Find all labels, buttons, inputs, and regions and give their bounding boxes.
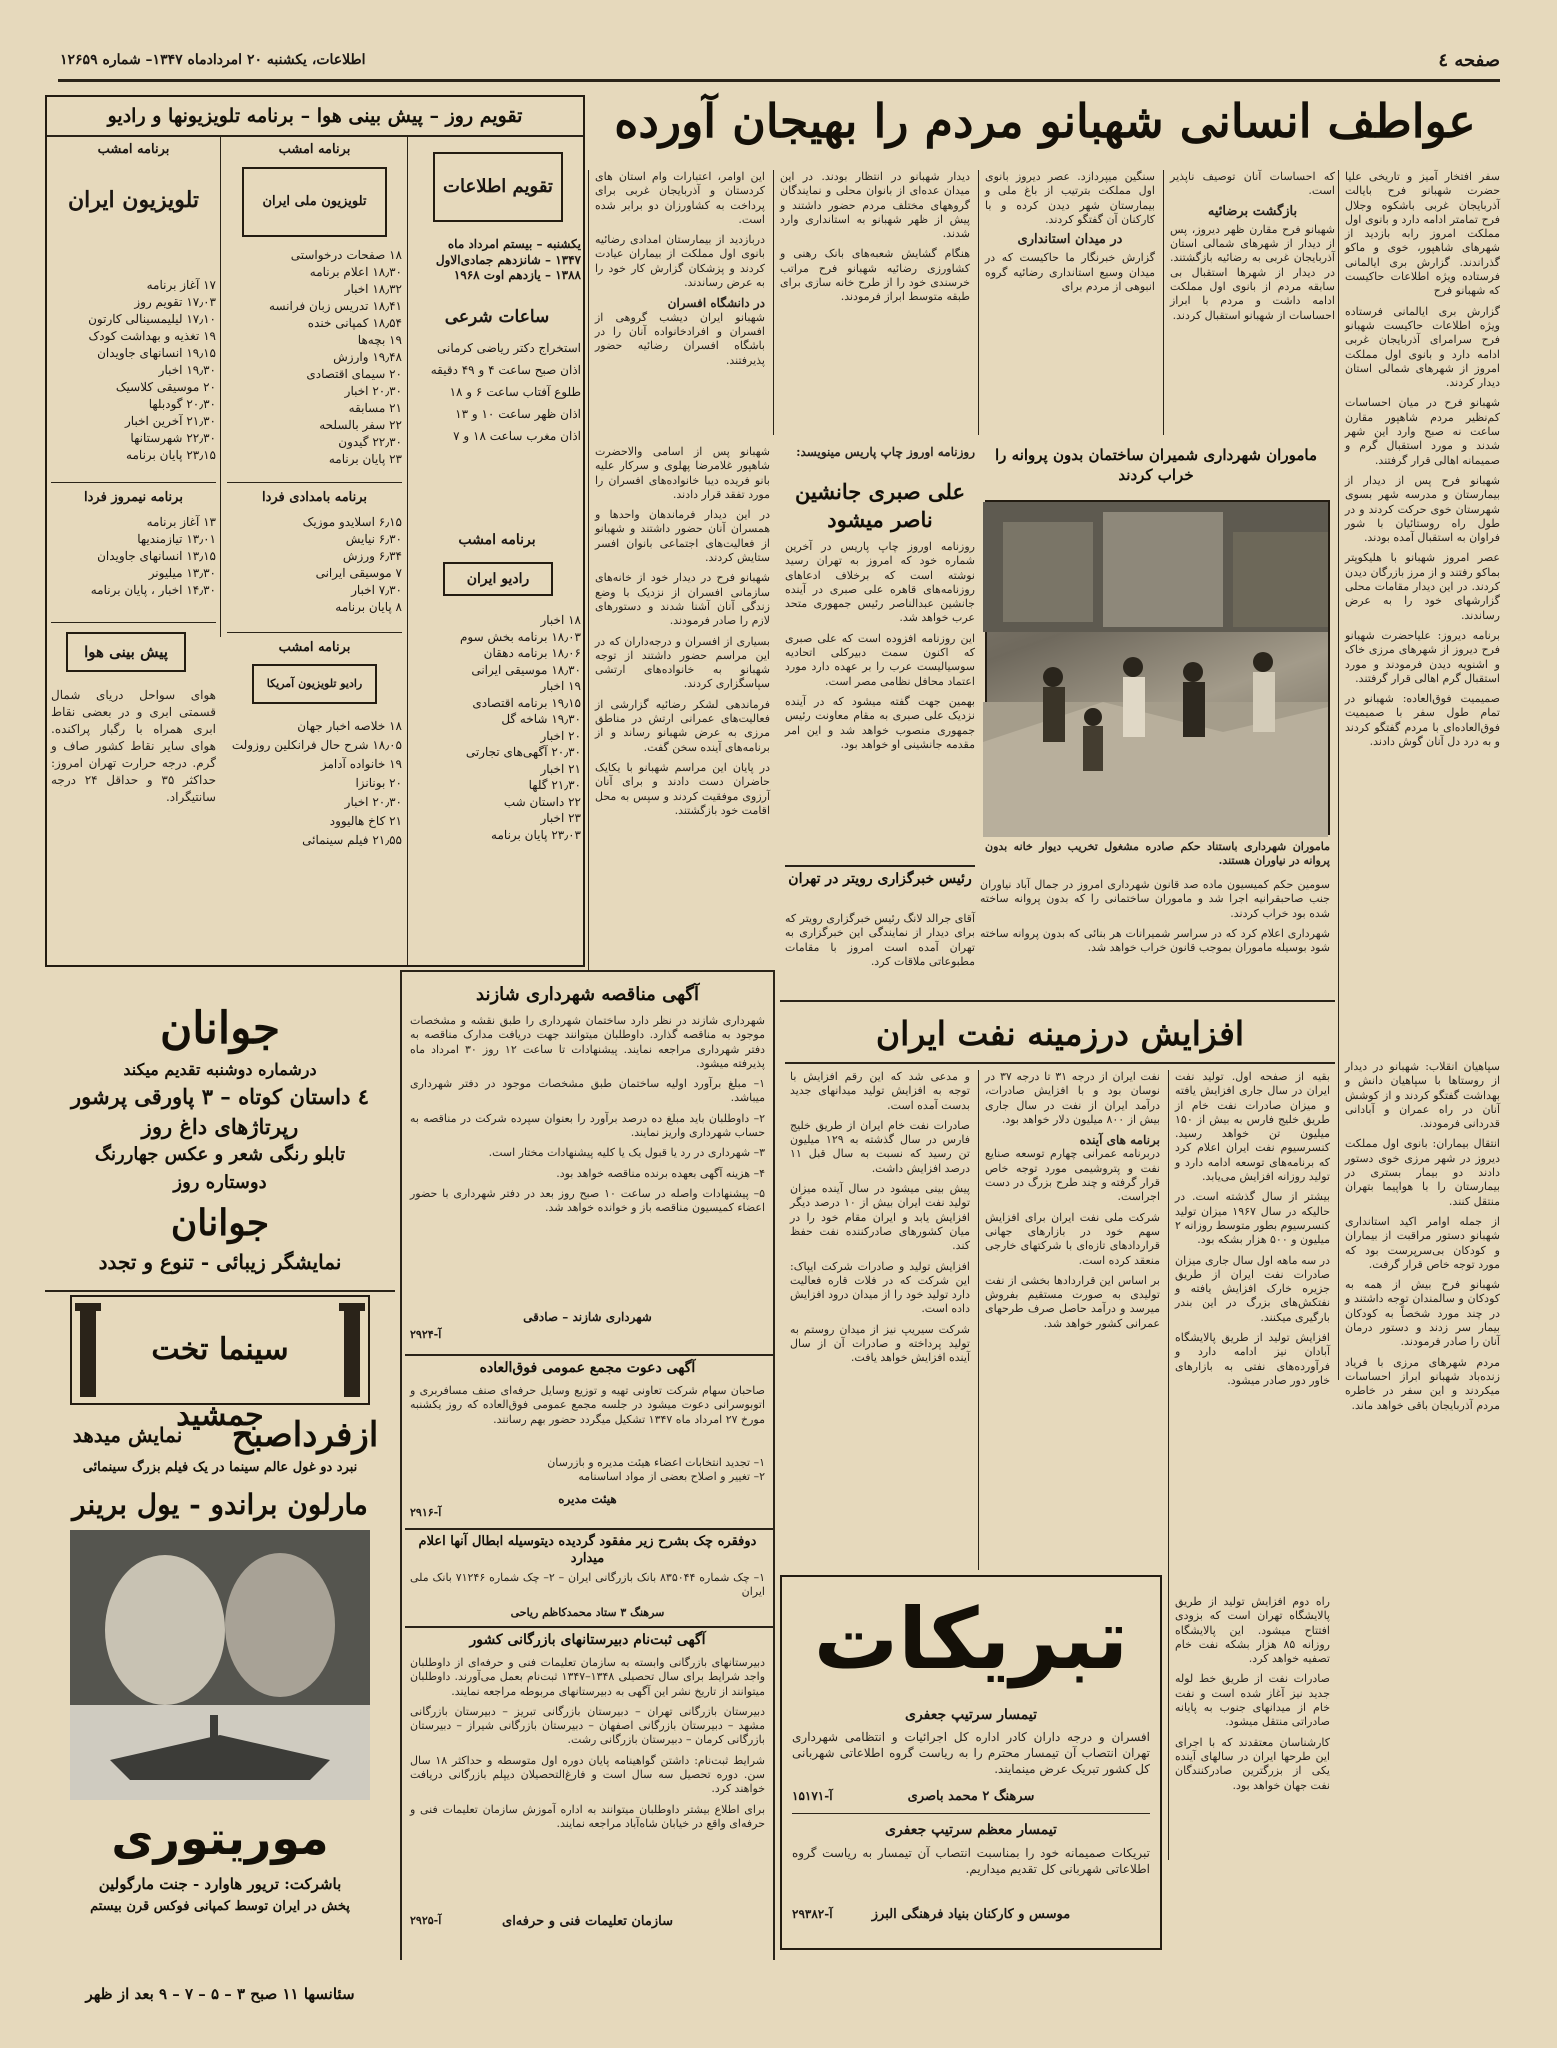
tv1-item: ۱۸٫۳۰ اعلام برنامه [309, 265, 402, 279]
tv1-item: ۱۹ بچه‌ها [357, 333, 402, 347]
prayer-line: طلوع آفتاب ساعت ۶ و ۱۸ [449, 385, 581, 399]
oil-col1: بقیه از صفحه اول. تولید نفت ایران در سال جاری افزایش یافته و میزان صادرات نفت خام از طریق خلیج فارس به بیش از ۱۵۰ میلیون تن خواهد رسید. کنسرسیوم نفت ایران اعلام کرد که برنامه‌های توسعه ادامه دارد و تولید روزانه افزایش می‌یابد. بیشتر از سال گذشته است. در حالیکه در سال ۱۹۶۷ میزان تولید کنسرسیوم بطور متوسط روزانه ۲ میلیون و ۵۰۰ هزار بشکه بود. در سه ماهه اول سال جاری میزان صادرات نفت ایران از طریق جزیره خارک افزایش یافته و نفتکش‌های بزرگ در این بندر بارگیری میکنند. افزایش تولید از طریق پالایشگاه آبادان نیز ادامه دارد و فرآورده‌های نفتی به بازارهای خاور دور صادر میشود. [1175, 1070, 1330, 1387]
tv-column-1 [227, 142, 402, 962]
school-code: آ-۲۹۲۵ [410, 1914, 442, 1927]
tv2-item: ۱۹ تغذیه و بهداشت کودک [88, 329, 216, 343]
prayer-times [413, 337, 581, 462]
cheques-title: دوفقره چک بشرح زیر مفقود گردیده دیتوسیله ابطال آنها اعلام میدارد [418, 1534, 757, 1566]
cinema-stars: مارلون براندو - یول برینر [72, 1488, 368, 1521]
main-story-col1b: سپاهیان انقلاب: شهبانو در دیدار از روستاها با سپاهیان دانش و بهداشت گفتگو کردند و از کوشش آنان در راه عمران و آبادانی قدردانی فرمودند. انتقال بیماران: بانوی اول مملکت دیروز در شهر مرزی خوی دستور دادند دو بیمار بستری در بیمارستان را با هواپیما بتهران منتقل کنند. از جمله اوامر اکید استانداری شهبانو دستور مراقبت از بیماران و کودکان بی‌سرپرست بود که مورد توجه خاص قرار گرفت. شهبانو فرح بیش از همه به کودکان و سالمندان توجه داشتند و در چند مورد شخصاً به کودکان بیمار سر زدند و دستور درمان آنان را صادر فرمودند. مردم شهرهای مرزی با فریاد زنده‌باد شهبانو ابراز احساسات میکردند و این سفر در خاطره مردم آذربایجان باقی خواهد ماند. [1345, 1060, 1500, 1412]
cinema-name: سینما تخت جمشید [151, 1332, 289, 1433]
main-story-col1: سفر افتخار آمیز و تاریخی علیا حضرت شهبانو فرح بایالت آذربایجان غربی باشکوه وجلال فرح تمامتر ادامه دارد و بانوی اول مملکت امروز رابه بازدید از شهرهای شاهپور، خوی و ماکو گذراندند. گزارش بری ایالمانی فرستاده ویژه اطلاعات حاکیست که شهبانو فرح گزارش بری ایالمانی فرستاده ویژه اطلاعات حاکیست شهبانو فرح سرامرای آذربایجان غربی ادامه دارد و بانوی اول مملکت امروز از شهرهای شمالی استان دیدار کردند. شهبانو فرح در میان احساسات کم‌نظیر مردم شاهپور مقارن ساعت نه صبح وارد این شهر شدند و مورد استقبال گرم و صمیمانه اهالی قرار گرفتند. شهبانو فرح پس از دیدار از بیمارستان و مدرسه شهر بسوی شهرستان خوی حرکت کردند و در طول راه روستائیان با شور فراوان به استقبال آمده بودند. عصر امروز شهبانو با هلیکوپتر بماکو رفتند و از مرز بازرگان دیدن کردند. در این دیدار مقامات محلی گزارشهای خود را به عرض رساندند. برنامه دیروز: علیاحضرت شهبانو فرح دیروز از شهرهای مرزی خاک و اشنویه دیدن فرمودند و مورد استقبال گرم اهالی قرار گرفتند. صمیمیت فوق‌العاده: شهبانو در تمام طول سفر با صمیمیت فوق‌العاده‌ای با مردم گفتگو کردند و به درد دل آنان گوش دادند. [1345, 170, 1500, 748]
tender-sign: شهرداری شازند – صادقی [523, 1310, 652, 1324]
prayer-title: ساعات شرعی [444, 307, 550, 327]
calendar-date: ۱۳۸۸ – یازدهم اوت ۱۹۶۸ [453, 268, 581, 282]
main-story-col3: سنگین میپردازد. عصر دیروز بانوی اول مملکت بترتیب از باغ ملی و بیمارستان شهر دیدن کرده و با کارکنان آن گفتگو کردند. در میدان استانداری گزارش خبرنگار ما حاکیست که در میدان وسیع استانداری رضائیه گروه انبوهی از مردم برای [985, 170, 1155, 294]
tv1-list [227, 247, 402, 477]
radio-item: ۱۹ اخبار [540, 679, 581, 693]
noon-item: ۱۳٫۰۱ تیازمندیها [137, 532, 216, 546]
javanan-line: رپرتاژهای داغ روز [141, 1114, 299, 1139]
javanan-title: جوانان [159, 1003, 281, 1054]
radio-item: ۱۹٫۱۵ برنامه اقتصادی [472, 695, 581, 710]
tv2-item: ۱۷ آغاز برنامه [146, 278, 216, 292]
javanan-line: درشماره دوشنبه تقدیم میکند [123, 1060, 317, 1079]
film-poster [70, 1530, 370, 1800]
tv1-item: ۲۲ سفر بالسلحه [319, 418, 402, 432]
morning-item: ۶٫۱۵ اسلایدو موزیک [302, 515, 402, 529]
tabrikat-body1: افسران و درجه داران کادر اداره کل اجرائیات و انتظامی شهرداری تهران انتصاب آن تیمسار محترم را به ریاست گروه اطلاعاتی شهربانی کل کشور تبریک عرض مینمایند. [792, 1730, 1150, 1776]
calendar-column [413, 142, 581, 962]
cinema-logo-box [70, 1295, 370, 1433]
tender-title: آگهی مناقصه شهرداری شازند [476, 984, 699, 1005]
tv2-list [51, 277, 216, 477]
tv1-item: ۱۹٫۴۸ وارزش [333, 350, 402, 364]
weather-text: هوای سواحل دریای شمال قسمتی ابری و در بعضی نقاط ابری همراه با رگبار پراکنده. هوای سایر نقاط کشور صاف و گرم. درجه حرارت تهران امروز: حداکثر ۳۵ و حداقل ۲۴ درجه سانتیگراد. [51, 688, 216, 804]
tv2-item: ۱۹٫۱۵ انسانهای جاویدان [97, 346, 216, 360]
noon-item: ۱۳٫۱۵ انسانهای جاویدان [97, 549, 216, 563]
page-number: صفحه ٤ [1438, 50, 1500, 71]
calendar-dates [413, 237, 581, 297]
oil-headline: افزایش درزمینه نفت ایران [875, 1014, 1245, 1053]
radio-item: ۲۰٫۳۰ آگهی‌های تجارتی [465, 745, 581, 759]
radio-list [413, 612, 581, 957]
radio-item: ۲۲ داستان شب [503, 794, 581, 809]
calendar-tv-box [45, 95, 585, 967]
tabrikat-code2: آ-۲۹۳۸۲ [792, 1907, 833, 1921]
tv2-item: ۲۰ موسیقی کلاسیک [115, 380, 216, 394]
morning-item: ۸ پایان برنامه [335, 600, 402, 614]
sabri-body-text: روزنامه اوروز چاپ پاریس در آخرین شماره خود که امروز به تهران رسید نوشته است که برخلاف ادعاهای روزنامه‌های قاهره علی صبری در آینده جانشین عبدالناصر رئیس جمهوری متحد عرب خواهد شد. [785, 540, 975, 625]
school-sign: سازمان تعلیمات فنی و حرفه‌ای [502, 1914, 673, 1929]
radio-item: ۱۸٫۰۳ برنامه بخش سوم [459, 629, 581, 644]
javanan-title-2: جوانان [170, 1202, 270, 1244]
radio-item: ۱۸٫۰۶ برنامه دهقان [483, 646, 581, 660]
tv1-item: ۱۸ صفحات درخواستی [290, 248, 402, 262]
prayer-line: اذان مغرب ساعت ۱۸ و ۷ [453, 429, 581, 443]
tabrikat-title: تبریکات [813, 1590, 1129, 1688]
tv1-item: ۲۰ سیمای اقتصادی [306, 367, 402, 381]
noon-item: ۱۳ آغاز برنامه [146, 515, 216, 529]
radio-item: ۲۱ اخبار [540, 761, 581, 776]
tv-column-2 [51, 142, 216, 962]
radio-item: ۱۹٫۳۰ شاخه گل [501, 712, 581, 726]
america-logo: رادیو تلویزیون آمریکا [252, 664, 377, 704]
america-item: ۲۱ کاخ هالیوود [329, 814, 402, 828]
morning-item: ۷٫۳۰ اخبار [351, 583, 402, 597]
school-body: دبیرستانهای بازرگانی وابسته به سازمان تعلیمات فنی و حرفه‌ای از داوطلبان واجد شرایط برای سال تحصیلی ۱۳۴۸–۱۳۴۷ ثبت‌نام بعمل می‌آورند. داوطلبان میتوانند از تاریخ نشر این آگهی به دبیرستانهای مربوطه مراجعه نمایند. دبیرستان بازرگانی تهران – دبیرستان بازرگانی تبریز – دبیرستان بازرگانی مشهد – دبیرستان بازرگانی اصفهان – دبیرستان بازرگانی شیراز – دبیرستان بازرگانی کرمان – دبیرستان بازرگانی رشت. شرایط ثبت‌نام: داشتن گواهینامه پایان دوره اول متوسطه و حداکثر ۱۸ سال سن. دوره تحصیل سه سال است و فارغ‌التحصیلان دیپلم بازرگانی دریافت خواهند کرد. برای اطلاع بیشتر داوطلبان میتوانند به اداره آموزش سازمان تعلیمات فنی و حرفه‌ای واقع در خیابان شاه‌آباد مراجعه نمایند. [410, 1656, 765, 1830]
morning-item: ۷ موسیقی ایرانی [315, 566, 402, 580]
tabrikat-body2: تبریکات صمیمانه خود را بمناسبت انتصاب آن تیمسار به ریاست گروه اطلاعاتی شهربانی کل تقدیم میداریم. [792, 1846, 1150, 1876]
cinema-show: نمایش میدهد [72, 1423, 183, 1447]
photo-caption: ماموران شهرداری باستناد حکم صادره مشغول تخریب دیوار خانه بدون پروانه در نیاوران هستند. [985, 840, 1330, 868]
photo-story-body-text: سومین حکم کمیسیون ماده صد قانون شهرداری امروز در جمال آباد نیاوران جنب صاحبقرانیه اجرا شد و ماموران ساختمانی را که بدون پروانه ساخته شده بود خراب کردند. [980, 878, 1330, 920]
morning-item: ۶٫۳۰ نیایش [345, 532, 402, 546]
noon-item: ۱۳٫۳۰ میلیونر [148, 566, 216, 580]
main-story-col5: این اوامر، اعتبارات وام استان های کردستان و آذربایجان غربی برای پرداخت به کشاورزان دو برابر شده است. دربازدید از بیمارستان امدادی رضائیه بانوی اول مملکت از بیماران عیادت کردند و پزشکان گزارش کار خود را به عرض رساندند. در دانشگاه افسران شهبانو ایران دیشب گروهی از افسران و افرادخانواده آنان را در باشگاه افسران رضائیه حضور پذیرفتند. [595, 170, 765, 367]
school-body-text: دبیرستانهای بازرگانی وابسته به سازمان تعلیمات فنی و حرفه‌ای از داوطلبان واجد شرایط برای سال تحصیلی ۱۳۴۸–۱۳۴۷ ثبت‌نام بعمل می‌آورند. داوطلبان میتوانند از تاریخ نشر این آگهی به دبیرستانهای مربوطه مراجعه نمایند. [410, 1656, 765, 1698]
calendar-logo: تقویم اطلاعات [433, 152, 563, 222]
tabrikat-box [780, 1575, 1162, 1950]
oil-col3: و مدعی شد که این رقم افزایش با توجه به افزایش تولید میدانهای جدید بدست آمده است. صادرات نفت خام ایران از طریق خلیج فارس در سال گذشته به ۱۲۹ میلیون تن رسید که نسبت به سال قبل ۱۱ درصد افزایش داشت. پیش بینی میشود در سال آینده میزان تولید نفت ایران بیش از ۱۰ درصد دیگر افزایش یابد و ایران مقام خود را در میان کشورهای صادرکننده نفت حفظ کند. افزایش تولید و صادرات شرکت ایپاک: این شرکت که در فلات قاره فعالیت دارد تولید خود را از میدان درود افزایش داده است. شرکت سیریپ نیز از میدان روستم به تولید پرداخته و صادرات آن از سال آینده افزایش خواهد یافت. [790, 1070, 970, 1365]
radio-item: ۱۸ اخبار [540, 613, 581, 627]
film-poster-art [70, 1530, 370, 1800]
calendar-date: یکشنبه – بیستم امرداد ماه [447, 237, 581, 251]
cheques-sign: سرهنگ ۳ ستاد محمدکاظم ریاحی [510, 1606, 665, 1619]
tv1-item: ۱۸٫۳۲ اخبار [344, 282, 402, 296]
cinema-desc: نبرد دو غول عالم سینما در یک فیلم بزرگ سینمائی [82, 1460, 358, 1475]
assembly-body: صاحبان سهام شرکت تعاونی تهیه و توزیع وسایل حرفه‌ای صنف مسافربری و اتوبوسرانی دعوت میشود در جلسه مجمع عمومی فوق‌العاده که روز یکشنبه مورخ ۲۷ امرداد ماه ۱۳۴۷ تشکیل میگردد حضور بهم رسانند. [410, 1384, 765, 1426]
tabrikat-sign1: سرهنگ ۲ محمد باصری [907, 1789, 1035, 1804]
morning-item: ۶٫۳۴ ورزش [342, 549, 402, 563]
morning-title: برنامه بامدادی فردا [261, 490, 368, 505]
tv2-title: برنامه امشب [97, 142, 170, 157]
main-story-col4-text: دیدار شهبانو در انتظار بودند. در این میدان عده‌ای از بانوان محلی و نمایندگان گروههای مختلف مردم حضور داشتند و پیش از ظهر شهبانو به استانداری وارد شدند. [780, 170, 970, 241]
tv1-logo: تلویزیون ملی ایران [242, 167, 387, 237]
noon-list [51, 514, 216, 609]
film-distributor: پخش در ایران توسط کمپانی فوکس قرن بیستم [90, 1899, 350, 1914]
assembly-sign: هیئت مدیره [558, 1492, 617, 1506]
demolition-photo [985, 500, 1330, 835]
main-story-col5b: شهبانو پس از اسامی والاحضرت شاهپور غلامرضا پهلوی و سرکار علیه بانو فریده دیبا خانواده‌های افسران را مورد تفقد قرار دادند. در این دیدار فرماندهان واحدها و همسران آنان حضور داشتند و شهبانو از فعالیت‌های اجتماعی بانوان افسر ستایش کردند. شهبانو فرح در دیدار خود از خانه‌های سازمانی افسران از نزدیک با وضع زندگی آنان آشنا شدند و دستورهای لازم را صادر فرمودند. بسیاری از افسران و درجه‌داران که در این مراسم حضور داشتند از توجه شهبانو به خانواده‌های ارتشی سپاسگزاری کردند. فرماندهی لشکر رضائیه گزارشی از فعالیت‌های عمرانی ارتش در مناطق مرزی به عرض شهبانو رساند و از برنامه‌های آینده سخن گفت. در پایان این مراسم شهبانو با یکایک حاضران دست دادند و برای آنان آرزوی موفقیت کردند و سپس به محل اقامت خود بازگشتند. [595, 445, 770, 817]
radio-item: ۲۳ اخبار [540, 811, 581, 825]
weather-logo: پیش بینی هوا [66, 632, 186, 672]
america-title: برنامه امشب [278, 640, 351, 655]
tv1-item: ۱۸٫۴۱ تدریس زبان فرانسه [269, 299, 402, 313]
prayer-line: اذان صبح ساعت ۴ و ۴۹ دقیقه [430, 363, 581, 377]
cinema-from: ازفرداصبح [231, 1415, 379, 1455]
tabrikat-sub2: تیمسار معظم سرتیپ جعفری [885, 1822, 1057, 1838]
subhead-governorate: در میدان استانداری [1017, 232, 1123, 248]
america-list [227, 717, 402, 957]
tv1-item: ۲۳ پایان برنامه [328, 452, 402, 466]
america-item: ۱۸٫۰۵ شرح حال فرانکلین روزولت [231, 738, 402, 752]
calendar-date: ۱۳۴۷ – شانزدهم جمادی‌الاول [435, 252, 581, 267]
prayer-line: اذان ظهر ساعت ۱۰ و ۱۳ [455, 407, 581, 421]
tv2-item: ۲۳٫۱۵ پایان برنامه [126, 448, 216, 462]
javanan-line: ٤ داستان کوتاه – ٣ پاورقی پرشور [70, 1084, 370, 1109]
tabrikat-code1: آ-۱۵۱۷۱ [792, 1789, 833, 1803]
america-item: ۲۰٫۳۰ اخبار [344, 795, 402, 809]
masthead [60, 50, 1500, 78]
tv1-item: ۲۱ مسابقه [348, 401, 402, 415]
tv2-logo: تلویزیون ایران [68, 187, 199, 213]
school-title: آگهی ثبت‌نام دبیرستانهای بازرگانی کشور [469, 1632, 706, 1648]
main-story-col2-text: شهبانو فرح مقارن ظهر دیروز، پس از دیدار از شهرهای شمالی استان آذربایجان غربی به رضائیه بازگشتند. در دیدار از شهرها استقبال بی سابقه مردم از بانوی اول مملکت ادامه داشت و مردم با ابراز احساسات از شهبانو استقبال کردند. [1170, 222, 1335, 322]
tabrikat-sub1: تیمسار سرتیپ جعفری [905, 1707, 1037, 1723]
radio-logo: رادیو ایران [443, 562, 553, 596]
tv1-title: برنامه امشب [278, 142, 351, 157]
tv2-item: ۲۰٫۳۰ گودبلها [148, 397, 216, 411]
main-story-col1-text: سفر افتخار آمیز و تاریخی علیا حضرت شهبانو فرح بایالت آذربایجان غربی باشکوه وجلال فرح تمامتر ادامه دارد و بانوی اول مملکت امروز رابه بازدید از شهرهای شاهپور، خوی و ماکو گذراندند. گزارش بری ایالمانی فرستاده ویژه اطلاعات حاکیست که شهبانو فرح [1345, 170, 1500, 298]
tv1-item: ۲۲٫۳۰ گیدون [338, 435, 402, 449]
sabri-kicker: روزنامه اوروز چاپ پاریس مینویسد: [796, 445, 975, 459]
radio-item: ۲۰ اخبار [540, 728, 581, 743]
radio-item: ۲۱٫۳۰ گلها [528, 778, 581, 792]
tender-body: شهرداری شازند در نظر دارد ساختمان شهرداری را طبق نقشه و مشخصات موجود به مناقصه گذارد. داوطلبان میتوانند جهت دریافت مدارک مناقصه به دفتر شهرداری مراجعه نمایند. پیشنهادات تا ساعت ۱۲ روز ۳۰ امرداد ماه پذیرفته میشود. ۱– مبلغ برآورد اولیه ساختمان طبق مشخصات موجود در دفتر شهرداری میباشد. ۲– داوطلبان باید مبلغ ده درصد برآورد را بعنوان سپرده شرکت در مناقصه به حساب شهرداری واریز نمایند. ۳– شهرداری در رد یا قبول یک یا کلیه پیشنهادات مختار است. ۴– هزینه آگهی بعهده برنده مناقصه خواهد بود. ۵– پیشنهادات واصله در ساعت ۱۰ صبح روز بعد در دفتر شهرداری با حضور اعضاء کمیسیون مناقصه باز و خوانده خواهد شد. [410, 1014, 766, 1215]
sabri-body: روزنامه اوروز چاپ پاریس در آخرین شماره خود که امروز به تهران رسید نوشته است که برخلاف ادعاهای روزنامه‌های قاهره علی صبری در آینده جانشین عبدالناصر رئیس جمهوری متحد عرب خواهد شد. این روزنامه افزوده است که علی صبری که اکنون سمت دبیرکلی اتحادیه سوسیالیست عرب را بر عهده دارد مورد اعتماد محافل نظامی مصر است. بهمین جهت گفته میشود که در آینده نزدیک علی صبری به مقام معاونت رئیس جمهوری منصوب خواهد شد و این امر مقدمه جانشینی او خواهد بود. [785, 540, 975, 751]
tv2-item: ۲۱٫۳۰ آخرین اخبار [125, 414, 216, 428]
morning-list [227, 514, 402, 624]
film-times: سئانسها ۱۱ صبح ۳ – ۵ – ۷ – ۹ بعد از ظهر [85, 1985, 355, 2003]
america-item: ۱۸ خلاصه اخبار جهان [297, 719, 402, 733]
javanan-slogan: نمایشگر زیبائی - تنوع و تجدد [98, 1250, 342, 1274]
tabrikat-sign2: موسس و کارکنان بنیاد فرهنگی البرز [871, 1907, 1071, 1922]
prayer-line: استخراج دکتر ریاضی کرمانی [437, 341, 581, 355]
photo-headline: ماموران شهرداری شمیران ساختمان بدون پروانه را خراب کردند [995, 446, 1317, 484]
javanan-ad [45, 1000, 395, 1285]
main-story-col4: دیدار شهبانو در انتظار بودند. در این میدان عده‌ای از بانوان محلی و نمایندگان گروههای مختلف مردم حضور داشتند و پیش از ظهر شهبانو به استانداری وارد شدند. هنگام گشایش شعبه‌های بانک رهنی و کشاورزی رضائیه شهبانو فرح مراتب خرسندی خود را از طرح خانه سازی برای طبقه متوسط ابراز فرمودند. [780, 170, 970, 304]
tv2-item: ۱۷٫۰۳ تقویم روز [134, 295, 216, 309]
tv1-item: ۱۸٫۵۴ کمپانی خنده [307, 316, 402, 330]
assembly-code: آ-۲۹۱۶ [410, 1506, 442, 1519]
sabri-headline: علی صبری جانشین ناصر میشود [794, 479, 966, 532]
assembly-title: آگهی دعوت مجمع عمومی فوق‌العاده [479, 1360, 696, 1376]
assembly-agenda-item: ۱– تجدید انتخابات اعضاء هیئت مدیره و بازرسان [547, 1456, 765, 1469]
javanan-line: دوستاره روز [173, 1172, 267, 1193]
javanan-line: تابلو رنگی شعر و عکس جهاررنگ [94, 1144, 346, 1165]
radio-title: برنامه امشب [458, 532, 536, 548]
cinema-ad [45, 1295, 395, 2020]
oil-body-text: بقیه از صفحه اول. تولید نفت ایران در سال جاری افزایش یافته و میزان صادرات نفت خام از طریق خلیج فارس به بیش از ۱۵۰ میلیون تن خواهد رسید. کنسرسیوم نفت ایران اعلام کرد که برنامه‌های توسعه ادامه دارد و تولید روزانه افزایش می‌یابد. [1175, 1070, 1330, 1184]
tv2-item: ۱۷٫۱۰ لیلیمسینالی کارتون [88, 312, 216, 326]
radio-item: ۱۸٫۳۰ موسیقی ایرانی [471, 662, 581, 677]
tender-body-text: شهرداری شازند در نظر دارد ساختمان شهرداری را طبق نقشه و مشخصات موجود به مناقصه گذارد. داوطلبان میتوانند جهت دریافت مدارک مناقصه به دفتر شهرداری مراجعه نمایند. پیشنهادات تا ساعت ۱۲ روز ۳۰ امرداد ماه پذیرفته میشود. [410, 1014, 766, 1070]
radio-item: ۲۳٫۰۳ پایان برنامه [491, 827, 581, 842]
noon-item: ۱۴٫۳۰ اخبار ، پایان برنامه [90, 583, 216, 597]
photo-story-body: سومین حکم کمیسیون ماده صد قانون شهرداری امروز در جمال آباد نیاوران جنب صاحبقرانیه اجرا شد و ماموران ساختمانی را که بدون پروانه ساخته شده بود خراب کردند. شهرداری اعلام کرد که در سراسر شمیرانات هر بنائی که بدون پروانه ساخته شود بوسیله ماموران بموجب قانون خراب خواهد شد. [980, 878, 1330, 955]
reuters-headline: رئیس خبرگزاری رویتر در تهران [788, 871, 972, 887]
main-story-col2: که احساسات آنان توصیف ناپذیر است. بازگشت برضائیه شهبانو فرح مقارن ظهر دیروز، پس از دیدار از شهرهای شمالی استان آذربایجان غربی به رضائیه بازگشتند. در دیدار از شهرها استقبال بی سابقه مردم از بانوی اول مملکت ادامه داشت و مردم با ابراز احساسات از شهبانو استقبال کردند. [1170, 170, 1335, 322]
calendar-title: تقویم روز – پیش بینی هوا – برنامه تلویزیونها و رادیو [107, 105, 523, 127]
tender-code: آ-۲۹۲۴ [410, 1328, 442, 1341]
america-item: ۱۹ خانواده آدامز [320, 757, 402, 771]
film-cast: باشرکت: تریور هاوارد - جنت مارگولین [98, 1875, 342, 1893]
film-title: موریتوری [111, 1811, 329, 1865]
cheques-ad [410, 1533, 765, 1623]
assembly-agenda-item: ۲– تغییر و اصلاح بعضی از مواد اساسنامه [578, 1470, 765, 1484]
america-item: ۲۰ بونانزا [355, 776, 402, 790]
tv2-item: ۱۹٫۳۰ اخبار [158, 363, 216, 377]
reuters-body: آقای جرالد لانگ رئیس خبرگزاری رویتر که برای دیدار از نمایندگی این خبرگزاری به تهران آمده است امروز با مقامات مطبوعاتی ملاقات کرد. [785, 912, 975, 968]
issue-info: اطلاعات، یکشنبه ۲۰ امردادماه ۱۳۴۷– شماره ۱۲۶۵۹ [60, 52, 366, 68]
oil-col1b: راه دوم افزایش تولید از طریق پالایشگاه تهران است که بزودی افتتاح میشود. این پالایشگاه روزانه ۸۵ هزار بشکه نفت خام تصفیه خواهد کرد. صادرات نفت از طریق خط لوله جدید نیز آغاز شده است و نفت خام از میدانهای جنوب به پایانه صادراتی منتقل میشود. کارشناسان معتقدند که با اجرای این طرحها ایران در سالهای آینده یکی از بزرگترین صادرکنندگان نفت جهان خواهد بود. [1175, 1595, 1330, 1792]
america-item: ۲۱٫۵۵ فیلم سینمائی [302, 833, 402, 847]
demolition-photo-art [983, 502, 1328, 837]
noon-title: برنامه نیمروز فردا [84, 490, 183, 505]
cheques-body: ۱– چک شماره ۸۳۵۰۴۴ بانک بازرگانی ایران – ۲– چک شماره ۷۱۲۴۶ بانک ملی ایران [410, 1571, 766, 1599]
school-ad [410, 1632, 765, 1952]
tv1-item: ۲۰٫۳۰ اخبار [344, 384, 402, 398]
oil-col2: نفت ایران از درجه ۳۱ تا درجه ۳۷ در نوسان بود و با افزایش صادرات، درآمد ایران از نفت در سال جاری بیش از ۸۰۰ میلیون دلار خواهد بود. برنامه های آینده دربرنامه عمرانی چهارم توسعه صنایع نفت و پتروشیمی مورد توجه خاص قرار گرفته و چند طرح بزرگ در دست اجراست. شرکت ملی نفت ایران برای افزایش سهم خود در بازارهای جهانی قراردادهای تازه‌ای با شرکتهای خارجی منعقد کرده است. بر اساس این قراردادها بخشی از نفت تولیدی به صورت مستقیم بفروش میرسد و درآمد حاصل صرف طرحهای عمرانی کشور خواهد شد. [985, 1070, 1160, 1330]
main-headline: عواطف انسانی شهبانو مردم را بهیجان آورده [614, 94, 1476, 148]
tender-ad [410, 980, 765, 1350]
tv2-item: ۲۲٫۳۰ شهرستانها [130, 431, 216, 445]
assembly-ad [410, 1360, 765, 1525]
masthead-rule [58, 79, 1500, 82]
assembly-agenda [410, 1456, 765, 1490]
subhead-return: بازگشت برضائیه [1207, 203, 1298, 219]
